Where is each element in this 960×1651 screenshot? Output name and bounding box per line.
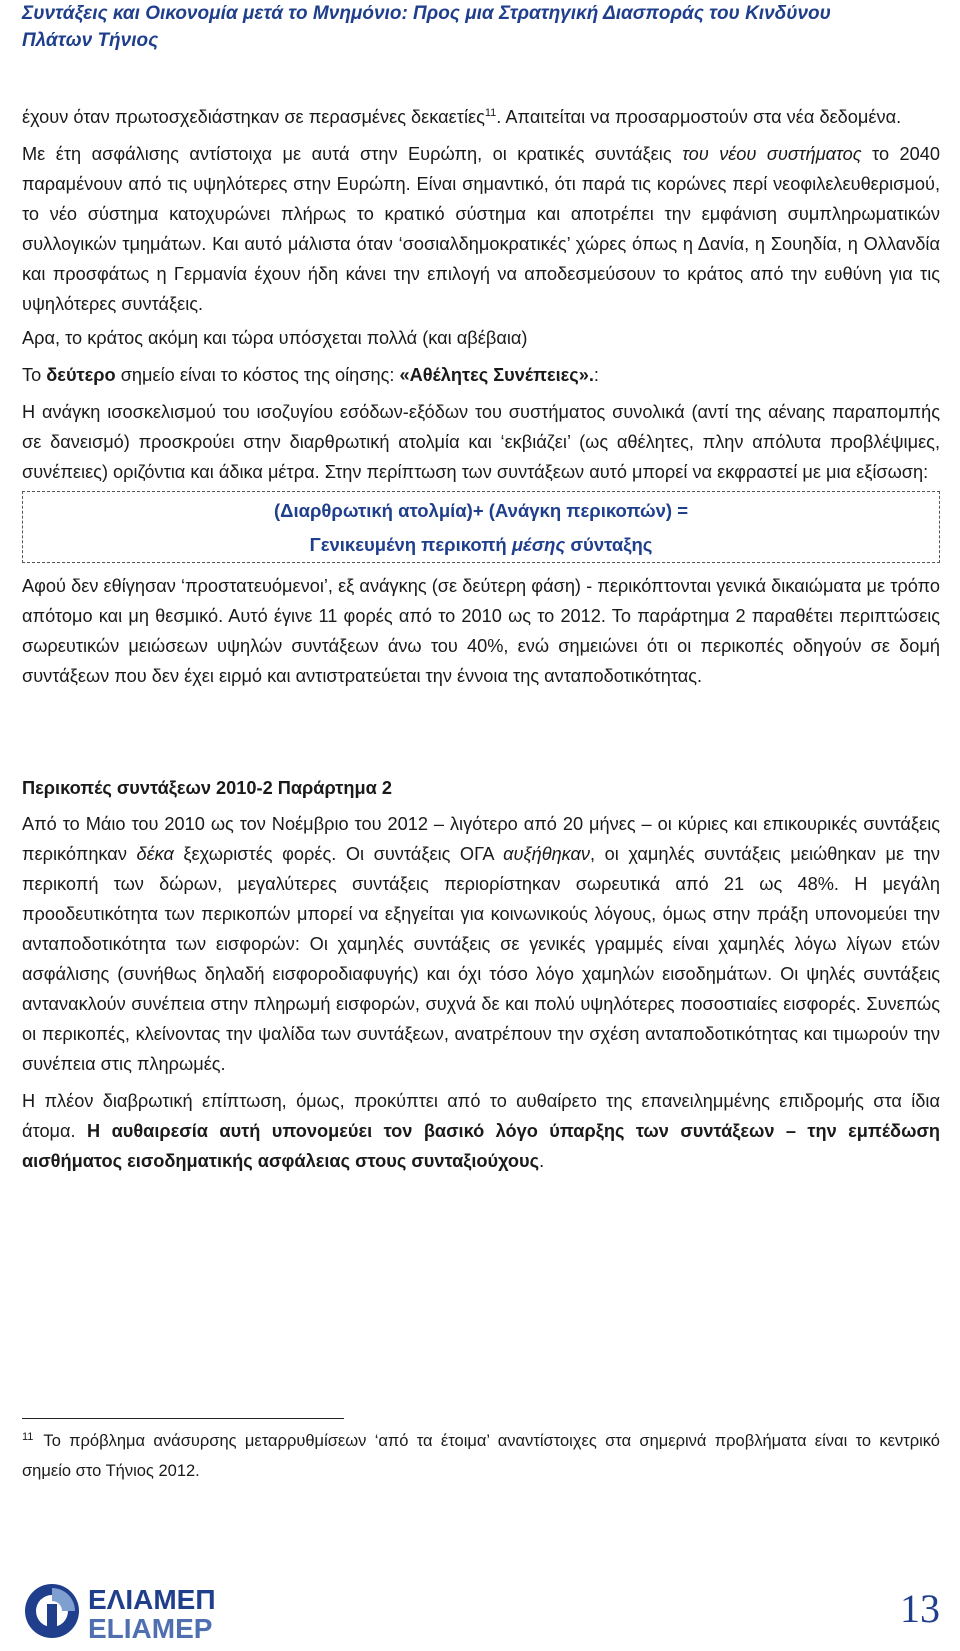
text-run: Η πλέον διαβρωτική επίπτωση, όμως, προκύπτει από το αυθαίρετο της επανειλημμένης επιδρομής στα ίδια άτομα.	[22, 1091, 940, 1141]
paragraph-1	[22, 102, 940, 132]
text-run: :	[593, 365, 599, 385]
footnote	[22, 1426, 940, 1486]
text-run: ξεχωριστές φορές. Οι συντάξεις ΟΓΑ	[173, 844, 504, 864]
paragraph-4	[22, 360, 940, 390]
page-number: 13	[900, 1586, 940, 1631]
text-run: έχουν όταν πρωτοσχεδιάστηκαν σε περασμένες δεκαετίες	[22, 107, 485, 127]
italic-run: μέσης	[511, 534, 566, 555]
running-header	[22, 0, 942, 54]
equation-line-2	[23, 528, 939, 562]
paragraph-8	[22, 1086, 940, 1176]
footnote-number: 11	[22, 1430, 34, 1443]
footnote-separator	[22, 1418, 344, 1419]
text-run: σημείο είναι το κόστος της οίησης:	[115, 365, 400, 385]
italic-run: αυξήθηκαν	[503, 844, 591, 864]
logo-latin-text: ELIAMEP	[88, 1613, 213, 1642]
bold-run: «Αθέλητες Συνέπειες».	[399, 365, 594, 385]
text-run: σύνταξης	[565, 534, 653, 555]
section-title: Περικοπές συντάξεων 2010-2 Παράρτημα 2	[22, 778, 392, 798]
text-run: .	[539, 1151, 545, 1171]
text-run: Από το Μάιο του 2010 ως τον Νοέμβριο του 2012 – λιγότερο από 20 μήνες – οι κύριες και επικουρικές συντάξεις περικόπηκαν	[22, 814, 940, 864]
text-run: , οι χαμηλές συντάξεις μειώθηκαν με την περικοπή των δώρων, μεγαλύτερες συντάξεις περιορίστηκαν σωρευτικά από 21 ως 48%. Η μεγάλη προοδευτικότητα των περικοπών μπορεί να εξηγείται για κοινωνικούς λόγους, όμως στην πράξη υπονομεύει την ανταποδοτικότητα των εισφορών: Οι χαμηλές συντάξεις σε γενικές γραμμές είναι χαμηλές λόγω λίγων ετών ασφάλισης (συνήθως δηλαδή εισφοροδιαφυγής) και όχι τόσο λόγο χαμηλών εισοδημάτων. Οι ψηλές συντάξεις αντανακλούν συνέπεια στην πληρωμή εισφορών, συχνά δε και πολύ υψηλότερες ποσοστιαίες εισφορές. Συνεπώς οι περικοπές, κλείνοντας την ψαλίδα των συντάξεων, ανατρέπουν την σχέση ανταποδοτικότητας και τιμωρούν την συνέπεια στις πληρωμές.	[22, 844, 941, 1074]
page-body	[22, 102, 940, 1183]
equation-line-1: (Διαρθρωτική ατολμία)+ (Ανάγκη περικοπών) =	[274, 500, 688, 521]
text-run: . Απαιτείται να προσαρμοστούν στα νέα δεδομένα.	[496, 107, 902, 127]
bold-run: Η αυθαιρεσία αυτή υπονομεύει τον βασικό λόγο ύπαρξης των συντάξεων – την εμπέδωση αισθήματος εισοδηματικής ασφάλειας στους συνταξιούχους	[22, 1121, 940, 1171]
header-title: Συντάξεις και Οικονομία μετά το Μνημόνιο: Προς μια Στρατηγική Διασποράς του Κινδύνου	[22, 3, 831, 24]
italic-run: του νέου συστήματος	[682, 144, 862, 164]
footnote-text: Το πρόβλημα ανάσυρσης μεταρρυθμίσεων ‘από τα έτοιμα’ αναντίστοιχες στα σημερινά προβλήματα είναι το κεντρικό σημείο στο Τήνιος 2012.	[22, 1432, 940, 1480]
footnote-ref[interactable]: 11	[484, 106, 497, 119]
logo-greek-text: ΕΛΙΑΜΕΠ	[88, 1584, 216, 1615]
text-run: το 2040 παραμένουν από τις υψηλότερες στην Ευρώπη. Είναι σημαντικό, ότι παρά τις κορώνες περί νεοφιλελευθερισμού, το νέο σύστημα κατοχυρώνει πλήρως το κρατικό σύστημα και αποτρέπει την εμφάνιση συμπληρωματικών συλλογικών τμημάτων. Και αυτό μάλιστα όταν ‘σοσιαλδημοκρατικές’ χώρες όπως η Δανία, η Σουηδία, η Ολλανδία και προσφάτως η Γερμανία έχουν ήδη κάνει την επιλογή να αποδεσμεύσουν το κράτος από την ευθύνη για τις υψηλότερες συντάξεις.	[22, 144, 940, 314]
text-run: Γενικευμένη περικοπή	[309, 534, 512, 555]
eliamep-logo	[22, 1580, 252, 1642]
paragraph-6: Αφού δεν εθίγησαν ‘προστατευόμενοι’, εξ ανάγκης (σε δεύτερη φάση) - περικόπτονται γενικά δικαιώματα με τρόπο απότομο και μη θεσμικό. Αυτό έγινε 11 φορές από το 2010 ως το 2012. Το παράρτημα 2 παραθέτει περιπτώσεις σωρευτικών μειώσεων υψηλών συντάξεων άνω του 40%, ενώ σημειώνει ότι οι περικοπές οδηγούν σε δομή συντάξεων που δεν έχει ειρμό και αντιστρατεύεται την έννοια της ανταποδοτικότητας.	[22, 576, 940, 686]
paragraph-7	[22, 809, 940, 1079]
text-run: Με έτη ασφάλισης αντίστοιχα με αυτά στην Ευρώπη, οι κρατικές συντάξεις	[22, 144, 683, 164]
header-author: Πλάτων Τήνιος	[22, 30, 159, 51]
bold-run: δεύτερο	[46, 365, 116, 385]
paragraph-2	[22, 139, 940, 319]
eliamep-logo-icon	[25, 1584, 79, 1638]
equation-box	[22, 491, 940, 563]
paragraph-3: Αρα, το κράτος ακόμη και τώρα υπόσχεται πολλά (και αβέβαια)	[22, 328, 528, 348]
paragraph-5: Η ανάγκη ισοσκελισμού του ισοζυγίου εσόδων-εξόδων του συστήματος συνολικά (αντί της αέναης παραπομπής σε δανεισμό) προσκρούει στην διαρθρωτική ατολμία και ‘εκβιάζει’ (ως αθέλητες, πλην απόλυτα προβλέψιμες, συνέπειες) οριζόντια και άδικα μέτρα. Στην περίπτωση των συντάξεων αυτό μπορεί να εκφραστεί με μια εξίσωση:	[22, 402, 940, 482]
italic-run: δέκα	[136, 844, 174, 864]
text-run: Το	[22, 365, 47, 385]
